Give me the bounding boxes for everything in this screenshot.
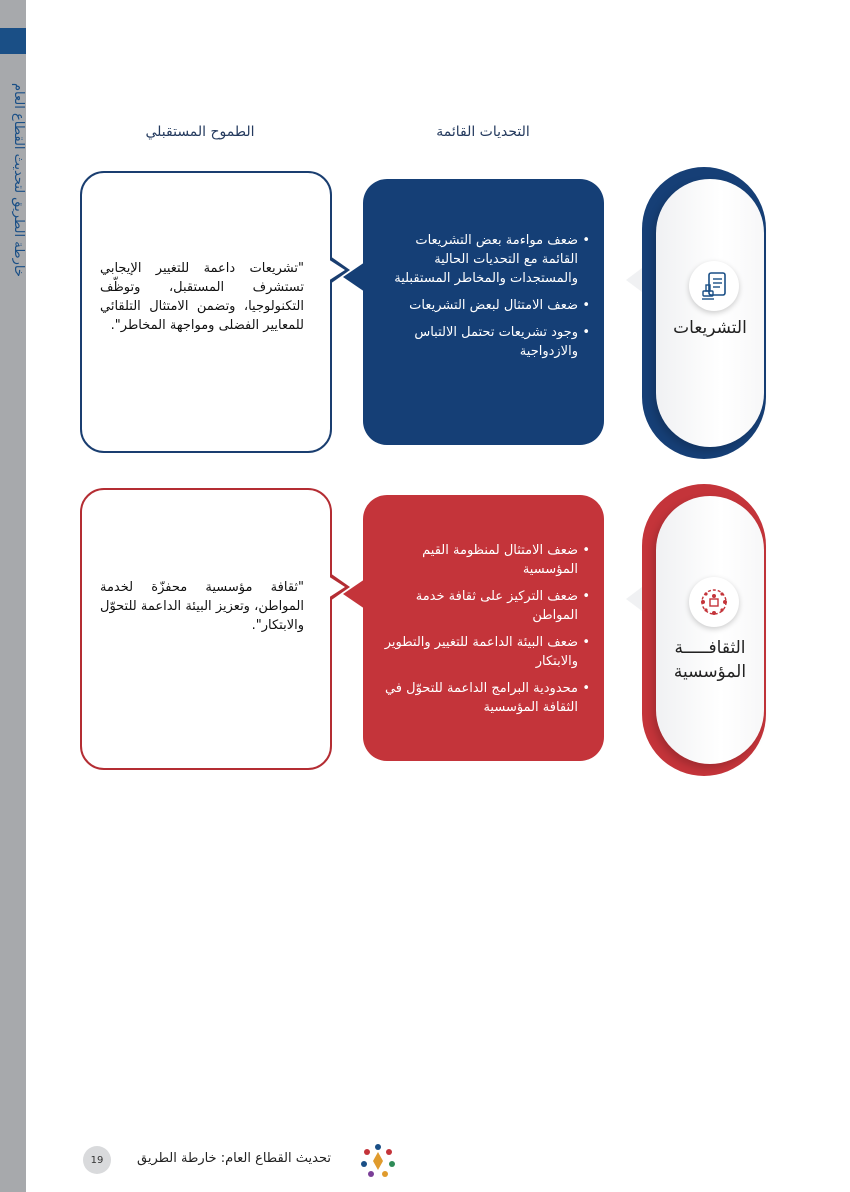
page-number: 19 [83,1146,111,1174]
category-label-line2: المؤسسية [673,662,747,682]
challenge-item: • محدودية البرامج الداعمة للتحوّل في الثقافة المؤسسية [377,679,588,717]
logo-icon [357,1141,399,1185]
challenge-item: • ضعف الامتثال لمنظومة القيم المؤسسية [377,541,588,579]
institutional-culture-icon [689,577,739,627]
challenges-box-culture [363,495,604,761]
pill-tail [626,268,642,292]
ambition-text: "تشريعات داعمة للتغيير الإيجابي تستشرف المستقبل، وتوظّف التكنولوجيا، وتضمن الامتثال التلقائي للمعايير الفضلى ومواجهة المخاطر". [100,261,304,333]
challenge-item: • ضعف مواءمة بعض التشريعات القائمة مع التحديات الحالية والمستجدات والمخاطر المستقبلية [377,231,588,288]
ambition-box-culture [80,488,332,770]
side-accent-block [0,28,26,54]
pill-tail [626,587,642,611]
category-label: التشريعات [673,318,747,338]
challenges-list [377,541,588,725]
legislation-document-icon [689,261,739,311]
category-label-line1: الثقافـــــة [674,638,746,658]
side-title: خارطة الطريق لتحديث القطاع العام [11,83,26,277]
ambition-text: "ثقافة مؤسسية محفزّة لخدمة المواطن، وتعزيز البيئة الداعمة للتحوّل والابتكار". [100,580,304,633]
challenge-box-tail [343,579,365,609]
challenge-item: • ضعف التركيز على ثقافة خدمة المواطن [377,587,588,625]
footer-title: تحديث القطاع العام: خارطة الطريق [137,1151,331,1166]
ambition-box-legislation [80,171,332,453]
challenge-box-tail [343,262,365,292]
challenges-box-legislation [363,179,604,445]
ambition-heading: الطموح المستقبلي [145,124,255,140]
challenge-item: • ضعف الامتثال لبعض التشريعات [377,296,588,315]
challenge-item: • وجود تشريعات تحتمل الالتباس والازدواجية [377,323,588,361]
challenges-list [377,231,588,369]
category-pill-culture [656,496,764,764]
challenges-heading: التحديات القائمة [436,124,530,140]
challenge-item: • ضعف البيئة الداعمة للتغيير والتطوير والابتكار [377,633,588,671]
category-pill-legislation [656,179,764,447]
